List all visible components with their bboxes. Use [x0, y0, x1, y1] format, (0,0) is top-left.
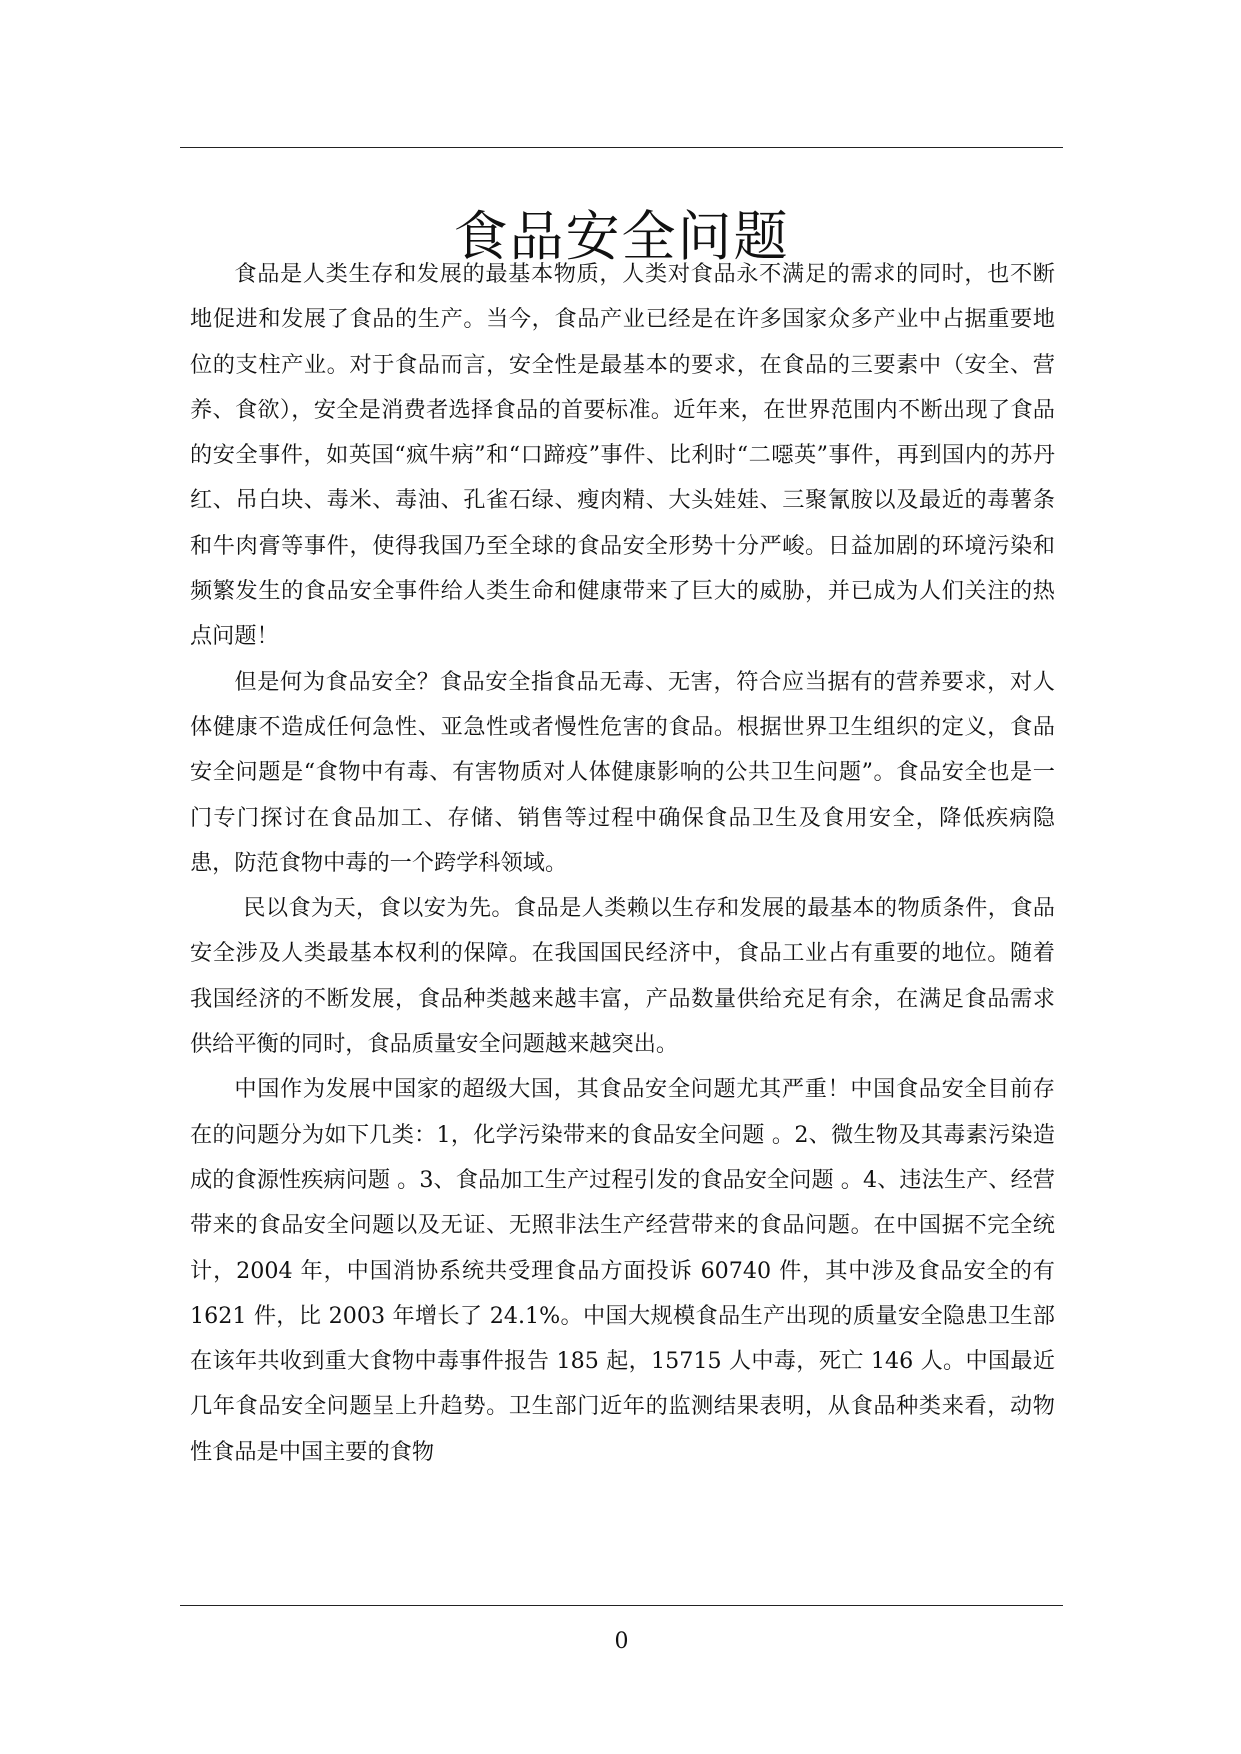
page-number: 0: [614, 1629, 629, 1654]
paragraph-1: 食品是人类生存和发展的最基本物质，人类对食品永不满足的需求的同时，也不断地促进和发展了食品的生产。当今，食品产业已经是在许多国家众多产业中占据重要地位的支柱产业。对于食品而言，安全性是最基本的要求，在食品的三要素中（安全、营养、食欲），安全是消费者选择食品的首要标准。近年来，在世界范围内不断出现了食品的安全事件，如英国“疯牛病”和“口蹄疫”事件、比利时“二噁英”事件，再到国内的苏丹红、吊白块、毒米、毒油、孔雀石绿、瘦肉精、大头娃娃、三聚氰胺以及最近的毒薯条和牛肉膏等事件，使得我国乃至全球的食品安全形势十分严峻。日益加剧的环境污染和频繁发生的食品安全事件给人类生命和健康带来了巨大的威胁，并已成为人们关注的热点问题！: [190, 261, 1055, 650]
document-body: [190, 252, 1055, 1475]
paragraph-2: 但是何为食品安全？食品安全指食品无毒、无害，符合应当据有的营养要求，对人体健康不造成任何急性、亚急性或者慢性危害的食品。根据世界卫生组织的定义，食品安全问题是“食物中有毒、有害物质对人体健康影响的公共卫生问题”。食品安全也是一门专门探讨在食品加工、存储、销售等过程中确保食品卫生及食用安全，降低疾病隐患，防范食物中毒的一个跨学科领域。: [190, 668, 1055, 876]
header-rule: [180, 147, 1063, 148]
paragraph-3: 民以食为天，食以安为先。食品是人类赖以生存和发展的最基本的物质条件，食品安全涉及人类最基本权利的保障。在我国国民经济中，食品工业占有重要的地位。随着我国经济的不断发展，食品种类越来越丰富，产品数量供给充足有余，在满足食品需求供给平衡的同时，食品质量安全问题越来越突出。: [190, 895, 1055, 1058]
paragraph-4: 中国作为发展中国家的超级大国，其食品安全问题尤其严重！中国食品安全目前存在的问题分为如下几类：1，化学污染带来的食品安全问题 。2、微生物及其毒素污染造成的食源性疾病问题 。3、食品加工生产过程引发的食品安全问题 。4、违法生产、经营带来的食品安全问题以及无证、无照非法生产经营带来的食品问题。在中国据不完全统计，2004 年，中国消协系统共受理食品方面投诉 60740 件，其中涉及食品安全的有 1621 件，比 2003 年增长了 24.1%。中国大规模食品生产出现的质量安全隐患卫生部在该年共收到重大食物中毒事件报告 185 起，15715 人中毒，死亡 146 人。中国最近几年食品安全问题呈上升趋势。卫生部门近年的监测结果表明，从食品种类来看，动物性食品是中国主要的食物: [190, 1076, 1055, 1465]
footer-rule: [180, 1605, 1063, 1606]
page-title: 食品安全问题: [453, 205, 790, 269]
